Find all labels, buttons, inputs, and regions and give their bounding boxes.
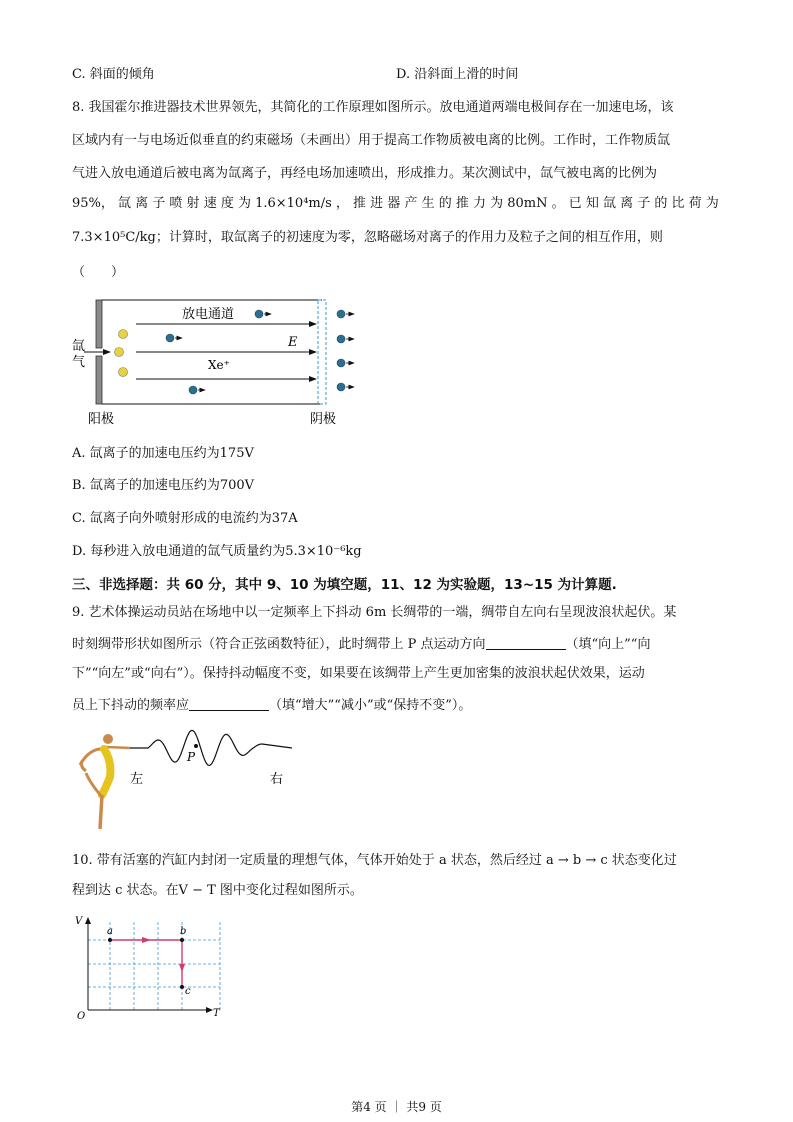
q9-text-line-4 — [72, 697, 471, 715]
point-p-label: P — [187, 750, 196, 764]
q8-option-a: A. 氙离子的加速电压约为175V — [72, 446, 254, 461]
q8-answer-bracket: （ ） — [72, 265, 125, 280]
ribbon-wave — [130, 730, 292, 765]
q8-text-line-3: 气进入放电通道后被电离为氙离子，再经电场加速喷出，形成推力。某次测试中，氙气被电离的比例为 — [72, 166, 658, 181]
right-label: 右 — [270, 772, 284, 787]
cathode-mesh — [318, 300, 326, 404]
gas-atom — [119, 368, 128, 377]
field-label: E — [288, 335, 298, 350]
process-arrow-a-b — [142, 937, 151, 943]
prev-option-c: C. 斜面的倾角 — [72, 67, 155, 82]
ribbon-wave-diagram — [72, 727, 302, 837]
q8-option-c: C. 氙离子向外喷射形成的电流约为37A — [72, 511, 298, 526]
ion-label: Xe⁺ — [208, 358, 230, 372]
q9-text-line-3: 下”“向左”或“向右”）。保持抖动幅度不变，如果要在该绸带上产生更加密集的波浪状起伏效果，运动 — [72, 666, 645, 681]
q9-text-line-2 — [72, 636, 650, 654]
q9-blank-1[interactable] — [486, 637, 566, 650]
q9-blank-2[interactable] — [189, 698, 269, 711]
gymnast-figure — [80, 734, 130, 829]
state-a-label: a — [107, 926, 113, 937]
section-3-heading: 三、非选择题：共 60 分，其中 9、10 为填空题，11、12 为实验题，13~15 为计算题. — [72, 577, 617, 593]
gas-atom — [119, 330, 128, 339]
anode-label: 阳极 — [88, 412, 115, 427]
ion-exhaust-4 — [337, 383, 354, 391]
anode-plate-lower — [96, 356, 102, 404]
page-footer: 第4 页 ｜ 共9 页 — [351, 1100, 442, 1114]
ion-inside-3 — [189, 386, 205, 394]
channel-label: 放电通道 — [182, 307, 235, 322]
v-axis-label: V — [75, 916, 83, 927]
origin-label: O — [77, 1011, 86, 1022]
q8-option-d: D. 每秒进入放电通道的氙气质量约为5.3×10⁻⁶kg — [72, 544, 362, 559]
q9-line-4-text-end: （填“增大”“减小”或“保持不变”）。 — [269, 698, 472, 713]
gas-label: 氙气 — [72, 339, 86, 370]
state-b-point — [180, 938, 184, 942]
q8-option-b: B. 氙离子的加速电压约为700V — [72, 478, 255, 493]
q9-text-line-1: 9. 艺术体操运动员站在场地中以一定频率上下抖动 6m 长绸带的一端，绸带自左向右呈现波浪状起伏。某 — [72, 605, 677, 620]
ion-exhaust-2 — [337, 335, 354, 343]
hall-thruster-diagram — [70, 296, 370, 431]
ion-inside-2 — [166, 334, 182, 342]
state-c-label: c — [185, 986, 191, 997]
q9-line-2-text: 时刻绸带形状如图所示（符合正弦函数特征），此时绸带上 P 点运动方向 — [72, 637, 486, 652]
ion-exhaust-3 — [337, 359, 354, 367]
q8-text-line-4: 95%， 氙 离 子 喷 射 速 度 为 1.6×10⁴m/s ， 推 进 器 产 生 的 推 力 为 80mN 。 已 知 氙 离 子 的 比 荷 为 — [72, 196, 719, 211]
point-p — [194, 744, 198, 748]
prev-option-d: D. 沿斜面上滑的时间 — [396, 67, 519, 82]
q10-text-line-2: 程到达 c 状态。在V − T 图中变化过程如图所示。 — [72, 883, 363, 898]
q8-text-line-1: 8. 我国霍尔推进器技术世界领先，其简化的工作原理如图所示。放电通道两端电极间存在一加速电场，该 — [72, 100, 674, 115]
q8-text-line-2: 区域内有一与电场近似垂直的约束磁场（未画出）用于提高工作物质被电离的比例。工作时，工作物质氙 — [72, 133, 671, 148]
q8-text-line-5: 7.3×10⁵C/kg；计算时，取氙离子的初速度为零，忽略磁场对离子的作用力及粒子之间的相互作用，则 — [72, 230, 663, 245]
q9-line-2-text-end: （填“向上”“向 — [565, 637, 651, 652]
ion-inside-1 — [255, 310, 271, 318]
t-axis-label: T — [213, 1008, 220, 1019]
state-a-point — [108, 938, 112, 942]
cathode-label: 阴极 — [310, 412, 337, 427]
v-t-diagram — [72, 912, 232, 1022]
state-c-point — [180, 985, 184, 989]
q9-line-4-text: 员上下抖动的频率应 — [72, 698, 190, 713]
ion-exhaust-1 — [337, 310, 354, 318]
gas-atom — [115, 348, 124, 357]
left-label: 左 — [130, 772, 144, 787]
q10-text-line-1: 10. 带有活塞的汽缸内封闭一定质量的理想气体，气体开始处于 a 状态，然后经过 a → b → c 状态变化过 — [72, 853, 677, 868]
state-b-label: b — [180, 926, 187, 937]
process-arrow-b-c — [179, 964, 185, 972]
anode-plate-upper — [96, 300, 102, 348]
